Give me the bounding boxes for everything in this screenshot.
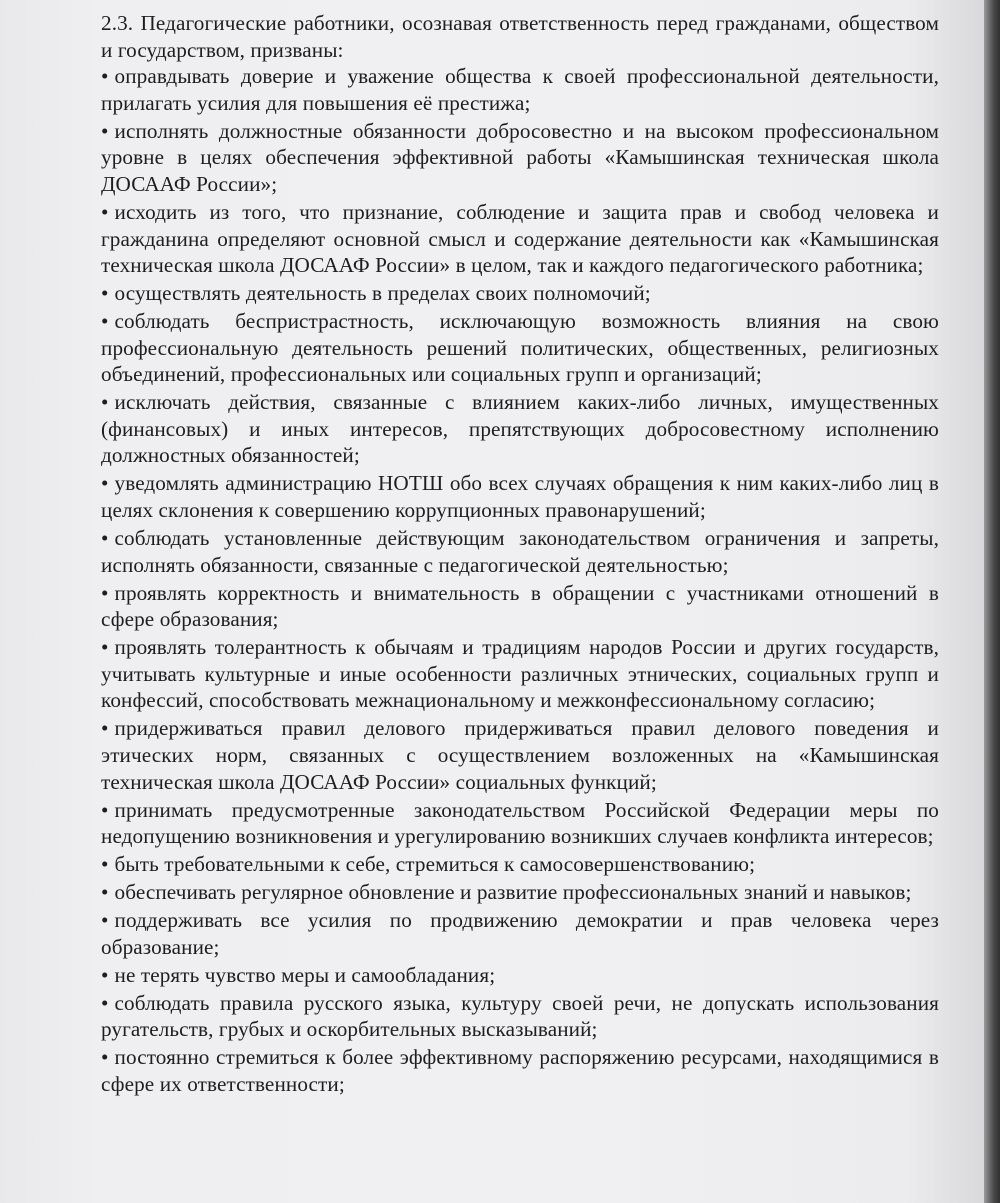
bullet-icon: •: [101, 880, 109, 905]
bullet-icon: •: [101, 716, 109, 741]
list-item-text: не терять чувство меры и самообладания;: [114, 962, 496, 987]
list-item: [101, 470, 939, 523]
bullet-icon: •: [101, 309, 109, 334]
bullet-icon: •: [101, 580, 109, 605]
list-item: [101, 63, 939, 116]
list-item-text: обеспечивать регулярное обновление и развитие профессиональных знаний и навыков;: [114, 880, 912, 905]
bullet-icon: •: [101, 990, 109, 1015]
list-item: [101, 308, 939, 388]
bullet-icon: •: [101, 281, 109, 306]
bullet-icon: •: [101, 1045, 109, 1070]
list-item-text: быть требовательными к себе, стремиться к самосовершенствованию;: [114, 852, 756, 877]
bullet-icon: •: [101, 118, 109, 143]
bullet-icon: •: [101, 797, 109, 822]
list-item: [101, 389, 939, 469]
list-item-text: принимать предусмотренные законодательством Российской Федерации меры по недопущению возникновения и урегулированию возникших случаев конфликта интересов;: [101, 797, 939, 849]
list-item: [101, 280, 939, 307]
list-item-text: уведомлять администрацию НОТШ обо всех случаях обращения к ним каких-либо лиц в целях склонения к совершению коррупционных правонарушений;: [101, 471, 939, 523]
bullet-icon: •: [101, 908, 109, 933]
list-item: [101, 580, 939, 633]
list-item-text: оправдывать доверие и уважение общества к своей профессиональной деятельности, прилагать усилия для повышения её престижа;: [101, 64, 939, 115]
list-item-text: исполнять должностные обязанности добросовестно и на высоком профессиональном уровне в целях обеспечения эффективной работы «Камышинская техническая школа ДОСААФ России»;: [101, 118, 939, 196]
bullet-icon: •: [101, 64, 109, 89]
bullet-icon: •: [101, 526, 109, 551]
bullet-icon: •: [101, 390, 109, 415]
list-item-text: постоянно стремиться к более эффективному распоряжению ресурсами, находящимися в сфере их ответственности;: [101, 1045, 939, 1096]
list-item: [101, 1044, 939, 1097]
list-item-text: осуществлять деятельность в пределах своих полномочий;: [114, 281, 651, 306]
list-item-text: проявлять толерантность к обычаям и традициям народов России и других государств, учитывать культурные и иные особенности различных этнических, социальных групп и конфессий, способствовать межнациональному и межконфессиональному согласию;: [101, 635, 939, 713]
bullet-icon: •: [101, 962, 109, 987]
list-item: [101, 525, 939, 578]
list-item: [101, 962, 939, 989]
list-item: [101, 797, 939, 850]
list-item-text: исходить из того, что признание, соблюдение и защита прав и свобод человека и гражданина определяют основной смысл и содержание деятельности как «Камышинская техническая школа ДОСААФ России» в целом, так и каждого педагогического работника;: [101, 199, 939, 278]
document-body: [101, 10, 939, 1099]
list-item: [101, 634, 939, 714]
bullet-icon: •: [101, 199, 109, 224]
list-item-text: поддерживать все усилия по продвижению демократии и прав человека через образование;: [101, 908, 939, 959]
bullet-icon: •: [101, 471, 109, 496]
duties-list: [101, 63, 939, 1097]
scanner-edge: [984, 0, 1000, 1203]
list-item: [101, 907, 939, 960]
list-item-text: исключать действия, связанные с влиянием каких-либо личных, имущественных (финансовых) и иных интересов, препятствующих добросовестному исполнению должностных обязанностей;: [101, 390, 939, 468]
list-item-text: придерживаться правил делового придерживаться правил делового поведения и этических норм, связанных с осуществлением возложенных на «Камышинская техническая школа ДОСААФ России» социальных функций;: [101, 716, 939, 794]
list-item: [101, 990, 939, 1043]
list-item-text: проявлять корректность и внимательность в обращении с участниками отношений в сфере образования;: [101, 580, 939, 632]
list-item: [101, 118, 939, 198]
list-item-text: соблюдать беспристрастность, исключающую возможность влияния на свою профессиональную деятельность решений политических, общественных, религиозных объединений, профессиональных или социальных групп и организаций;: [101, 309, 939, 387]
list-item: [101, 879, 939, 906]
list-item: [101, 715, 939, 795]
list-item-text: соблюдать правила русского языка, культуру своей речи, не допускать использования ругательств, грубых и оскорбительных высказываний;: [101, 990, 939, 1042]
section-intro: 2.3. Педагогические работники, осознавая ответственность перед гражданами, обществом и государством, призваны:: [101, 11, 939, 62]
list-item-text: соблюдать установленные действующим законодательством ограничения и запреты, исполнять обязанности, связанные с педагогической деятельностью;: [101, 526, 939, 577]
list-item: [101, 199, 939, 279]
bullet-icon: •: [101, 635, 109, 660]
bullet-icon: •: [101, 852, 109, 877]
list-item: [101, 851, 939, 878]
